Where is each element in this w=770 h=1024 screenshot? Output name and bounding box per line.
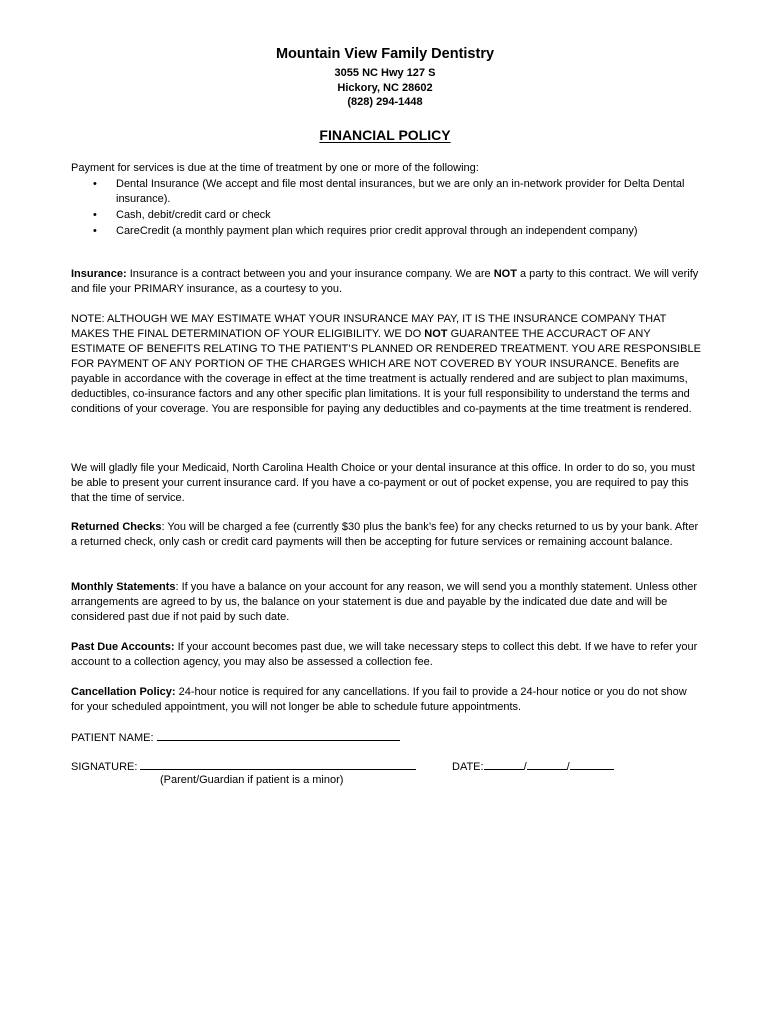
monthly-statements-text: : If you have a balance on your account for any reason, we will send you a monthly statement. Unless other arrangements are agreed to by us, the balance on your statement is due and payable by the indicated due date and will be considered past due if not paid by such date. <box>71 581 698 623</box>
list-item <box>71 224 701 239</box>
cancellation-label: Cancellation Policy: <box>71 686 176 698</box>
clinic-name: Mountain View Family Dentistry <box>275 46 495 62</box>
date-year-field[interactable] <box>570 758 614 770</box>
monthly-statements-label: Monthly Statements <box>71 581 176 593</box>
insurance-label: Insurance: <box>71 268 127 280</box>
list-item <box>71 177 701 207</box>
past-due-text: If your account becomes past due, we will take necessary steps to collect this debt. If we have to refer your account to a collection agency, you may also be assessed a collection fee. <box>71 641 698 668</box>
intro-paragraph: Payment for services is due at the time of treatment by one or more of the following: <box>71 162 479 174</box>
insurance-text-after: a party to this contract. We will verify and file your PRIMARY insurance, as a courtesy to you. <box>71 268 699 295</box>
insurance-emphasis: NOT <box>493 268 517 280</box>
signature-label: SIGNATURE: <box>71 761 141 773</box>
cancellation-text: 24-hour notice is required for any cancellations. If you fail to provide a 24-hour notice or you do not show for your scheduled appointment, you will not longer be able to schedule future appointments. <box>71 686 687 713</box>
address-line-1: 3055 NC Hwy 127 S <box>334 67 436 79</box>
note-text-after: GUARANTEE THE ACCURACT OF ANY ESTIMATE OF BENEFITS RELATING TO THE PATIENT’S PLANNED OR RENDERED TREATMENT. YOU ARE RESPONSIBLE FOR PAYMENT OF ANY PORTION OF THE CHARGES WHICH ARE NOT COVERED BY YOUR INSURANCE. Benefits are payable in accordance with the coverage in effect at the time treatment is actually rendered and are subject to plan maximums, deductibles, co-insurance factors and any other specific plan limitations. It is your full responsibility to understand the terms and conditions of your coverage. You are responsible for paying any deductibles and co-payments at the time treatment is rendered. <box>71 328 701 415</box>
list-item-text: Cash, debit/credit card or check <box>116 209 271 221</box>
date-row <box>452 758 614 775</box>
guardian-note: (Parent/Guardian if patient is a minor) <box>160 774 344 786</box>
patient-name-field[interactable] <box>157 729 400 741</box>
note-text-before: NOTE: ALTHOUGH WE MAY ESTIMATE WHAT YOUR INSURANCE MAY PAY, IT IS THE INSURANCE COMPANY THAT MAKES THE FINAL DETERMINATION OF YOUR ELIGIBILITY. WE DO <box>71 313 667 340</box>
returned-checks-text: : You will be charged a fee (currently $30 plus the bank’s fee) for any checks returned to us by your bank. After a returned check, only cash or credit card payments will then be accepting for future services or remaining account balance. <box>71 521 699 548</box>
date-day-field[interactable] <box>527 758 567 770</box>
bullet-icon: • <box>93 225 97 237</box>
monthly-statements-paragraph <box>71 580 701 625</box>
date-month-field[interactable] <box>484 758 524 770</box>
cancellation-paragraph <box>71 685 701 715</box>
payment-methods-list <box>71 177 701 240</box>
date-separator: / <box>566 761 570 773</box>
insurance-text-before: Insurance is a contract between you and your insurance company. We are <box>126 268 494 280</box>
patient-name-row <box>71 729 400 746</box>
phone-number: (828) 294-1448 <box>347 96 423 108</box>
list-item-text: Dental Insurance (We accept and file most dental insurances, but we are only an in-network provider for Delta Dental insurance). <box>116 178 685 205</box>
returned-checks-paragraph <box>71 520 701 550</box>
note-emphasis: NOT <box>424 328 448 340</box>
signature-field[interactable] <box>140 758 416 770</box>
date-label: DATE: <box>452 761 484 773</box>
patient-name-label: PATIENT NAME: <box>71 732 157 744</box>
address-line-2: Hickory, NC 28602 <box>337 81 433 94</box>
list-item <box>71 208 701 223</box>
bullet-icon: • <box>93 178 97 190</box>
list-item-text: CareCredit (a monthly payment plan which requires prior credit approval through an independent company) <box>116 225 638 237</box>
bullet-icon: • <box>93 209 97 221</box>
past-due-label: Past Due Accounts: <box>71 641 175 653</box>
note-paragraph <box>71 312 701 417</box>
page-title <box>0 127 770 143</box>
past-due-paragraph <box>71 640 701 670</box>
medicaid-paragraph: We will gladly file your Medicaid, North Carolina Health Choice or your dental insurance at this office. In order to do so, you must be able to present your current insurance card. If you have a co-payment or out of pocket expense, you are required to pay this that the time of service. <box>71 462 695 504</box>
insurance-paragraph <box>71 267 701 297</box>
title-text: FINANCIAL POLICY <box>319 127 451 143</box>
date-separator: / <box>523 761 527 773</box>
returned-checks-label: Returned Checks <box>71 521 162 533</box>
